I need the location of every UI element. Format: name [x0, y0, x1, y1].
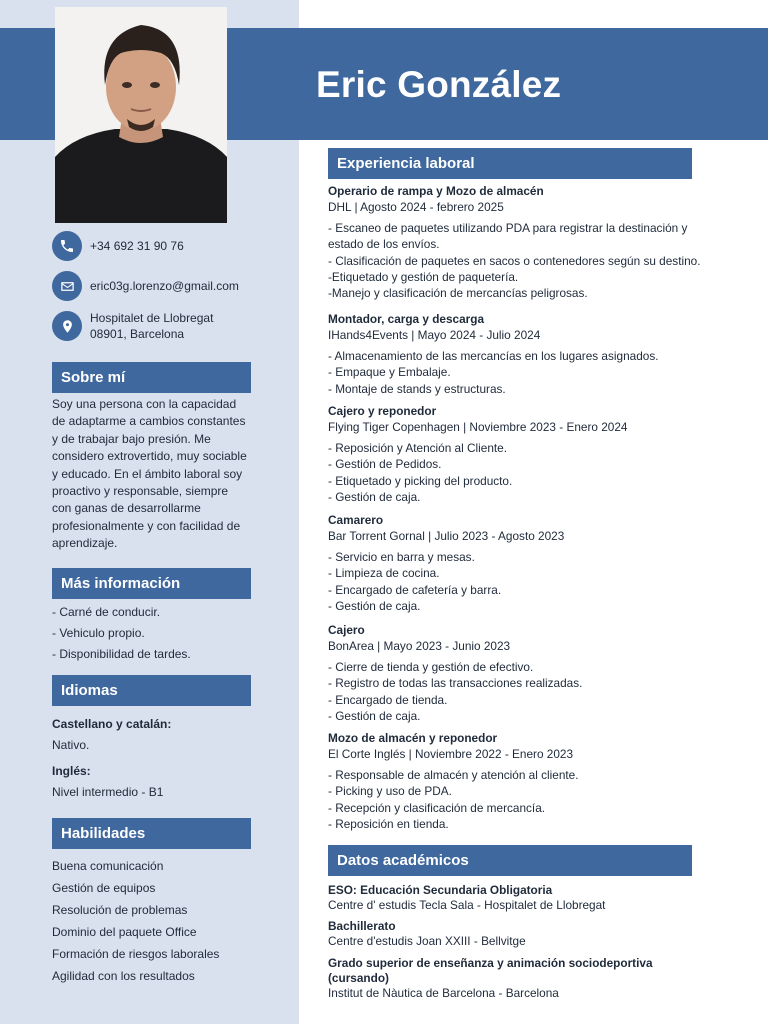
- job-bullet: - Recepción y clasificación de mercancía.: [328, 800, 546, 815]
- more-info-heading: Más información: [52, 568, 251, 599]
- job-title: Camarero: [328, 513, 384, 527]
- language-level: Nativo.: [52, 738, 90, 752]
- language-name: Castellano y catalán:: [52, 717, 172, 731]
- job-bullet: - Gestión de caja.: [328, 598, 421, 613]
- education-entry: [328, 956, 728, 1001]
- language-level: Nivel intermedio - B1: [52, 785, 164, 799]
- education-heading: Datos académicos: [328, 845, 692, 876]
- location-icon: [52, 311, 82, 341]
- job-title: Cajero y reponedor: [328, 404, 437, 418]
- job-bullet: - Picking y uso de PDA.: [328, 784, 452, 799]
- education-title: Grado superior de enseñanza y animación sociodeportiva: [328, 956, 653, 970]
- job-company-dates: BonArea | Mayo 2023 - Junio 2023: [328, 639, 511, 653]
- languages-heading: Idiomas: [52, 675, 251, 706]
- job-entry: [328, 312, 748, 397]
- skill-item: Resolución de problemas: [52, 903, 188, 917]
- education-title: ESO: Educación Secundaria Obligatoria: [328, 883, 553, 897]
- skill-item: Dominio del paquete Office: [52, 925, 197, 939]
- job-bullet: - Escaneo de paquetes utilizando PDA para registrar la destinación y: [328, 221, 688, 235]
- job-entry: [328, 513, 748, 614]
- skills-heading: Habilidades: [52, 818, 251, 849]
- about-line: de adaptarme a cambios constantes: [52, 414, 246, 429]
- skills-list: [52, 855, 219, 987]
- address-line-2: 08901, Barcelona: [90, 327, 185, 341]
- job-entry: [328, 404, 748, 505]
- more-info-list: [52, 602, 191, 665]
- job-bullet: - Etiquetado y picking del producto.: [328, 473, 513, 488]
- job-bullet: - Gestión de caja.: [328, 489, 421, 504]
- job-title: Mozo de almacén y reponedor: [328, 731, 498, 745]
- education-title-status: (cursando): [328, 971, 389, 985]
- job-bullet: - Servicio en barra y mesas.: [328, 550, 475, 564]
- contact-address: [52, 310, 213, 342]
- job-bullet: - Cierre de tienda y gestión de efectivo.: [328, 660, 534, 674]
- job-title: Cajero: [328, 623, 365, 637]
- contact-phone: [52, 231, 184, 261]
- address: [90, 310, 213, 342]
- phone-number: +34 692 31 90 76: [90, 239, 184, 253]
- about-line: y educado. En el ámbito laboral soy: [52, 466, 243, 481]
- list-item: - Carné de conducir.: [52, 605, 161, 619]
- address-line-1: Hospitalet de Llobregat: [90, 311, 214, 325]
- job-bullet: -Manejo y clasificación de mercancías peligrosas.: [328, 286, 588, 301]
- language-entry: [52, 714, 171, 756]
- education-entry: [328, 883, 728, 913]
- about-line: aprendizaje.: [52, 536, 118, 551]
- education-entry: [328, 919, 728, 949]
- job-company-dates: IHands4Events | Mayo 2024 - Julio 2024: [328, 328, 541, 342]
- contact-email: [52, 271, 239, 301]
- profile-photo: [55, 7, 227, 223]
- list-item: - Vehiculo propio.: [52, 626, 145, 640]
- job-bullet: estado de los envíos.: [328, 237, 440, 252]
- experience-heading: Experiencia laboral: [328, 148, 692, 179]
- about-line: Soy una persona con la capacidad: [52, 397, 237, 411]
- job-bullet: - Encargado de cafetería y barra.: [328, 582, 502, 597]
- education-school: Centre d' estudis Tecla Sala - Hospitalet de Llobregat: [328, 898, 606, 912]
- job-entry: [328, 184, 748, 301]
- email-address[interactable]: eric03g.lorenzo@gmail.com: [90, 279, 239, 293]
- job-title: Montador, carga y descarga: [328, 312, 485, 326]
- skill-item: Buena comunicación: [52, 859, 164, 873]
- skill-item: Gestión de equipos: [52, 881, 156, 895]
- education-school: Institut de Nàutica de Barcelona - Barcelona: [328, 986, 559, 1000]
- about-line: y de trabajar bajo presión. Me: [52, 431, 211, 446]
- job-bullet: - Gestión de caja.: [328, 708, 421, 723]
- about-line: con ganas de desarrollarme: [52, 501, 201, 516]
- skill-item: Agilidad con los resultados: [52, 969, 195, 983]
- education-school: Centre d'estudis Joan XXIII - Bellvitge: [328, 934, 526, 948]
- language-entry: [52, 761, 163, 803]
- job-company-dates: El Corte Inglés | Noviembre 2022 - Enero 2023: [328, 747, 574, 761]
- job-company-dates: Flying Tiger Copenhagen | Noviembre 2023 - Enero 2024: [328, 420, 628, 434]
- language-name: Inglés:: [52, 764, 91, 778]
- job-entry: [328, 731, 748, 832]
- job-company-dates: DHL | Agosto 2024 - febrero 2025: [328, 200, 504, 214]
- job-bullet: - Reposición en tienda.: [328, 816, 449, 831]
- job-bullet: - Empaque y Embalaje.: [328, 365, 451, 380]
- job-bullet: - Limpieza de cocina.: [328, 566, 440, 581]
- candidate-name: Eric González: [316, 64, 562, 105]
- job-title: Operario de rampa y Mozo de almacén: [328, 184, 544, 198]
- about-line: considero extrovertido, muy sociable: [52, 449, 247, 464]
- job-entry: [328, 623, 748, 724]
- job-bullet: - Gestión de Pedidos.: [328, 457, 442, 472]
- job-bullet: - Encargado de tienda.: [328, 692, 448, 707]
- email-icon: [52, 271, 82, 301]
- phone-icon: [52, 231, 82, 261]
- skill-item: Formación de riesgos laborales: [52, 947, 220, 961]
- about-text: [52, 396, 274, 553]
- education-title: Bachillerato: [328, 919, 396, 933]
- job-bullet: - Reposición y Atención al Cliente.: [328, 441, 508, 455]
- about-line: proactivo y responsable, siempre: [52, 484, 229, 499]
- list-item: - Disponibilidad de tardes.: [52, 647, 191, 661]
- about-heading: Sobre mí: [52, 362, 251, 393]
- job-bullet: - Responsable de almacén y atención al cliente.: [328, 768, 579, 782]
- job-bullet: - Registro de todas las transacciones realizadas.: [328, 676, 583, 691]
- job-company-dates: Bar Torrent Gornal | Julio 2023 - Agosto 2023: [328, 529, 565, 543]
- job-bullet: -Etiquetado y gestión de paquetería.: [328, 269, 519, 284]
- job-bullet: - Montaje de stands y estructuras.: [328, 381, 506, 396]
- job-bullet: - Almacenamiento de las mercancías en los lugares asignados.: [328, 349, 659, 363]
- about-line: profesionalmente y con facilidad de: [52, 518, 241, 533]
- job-bullet: - Clasificación de paquetes en sacos o contenedores según su destino.: [328, 253, 701, 268]
